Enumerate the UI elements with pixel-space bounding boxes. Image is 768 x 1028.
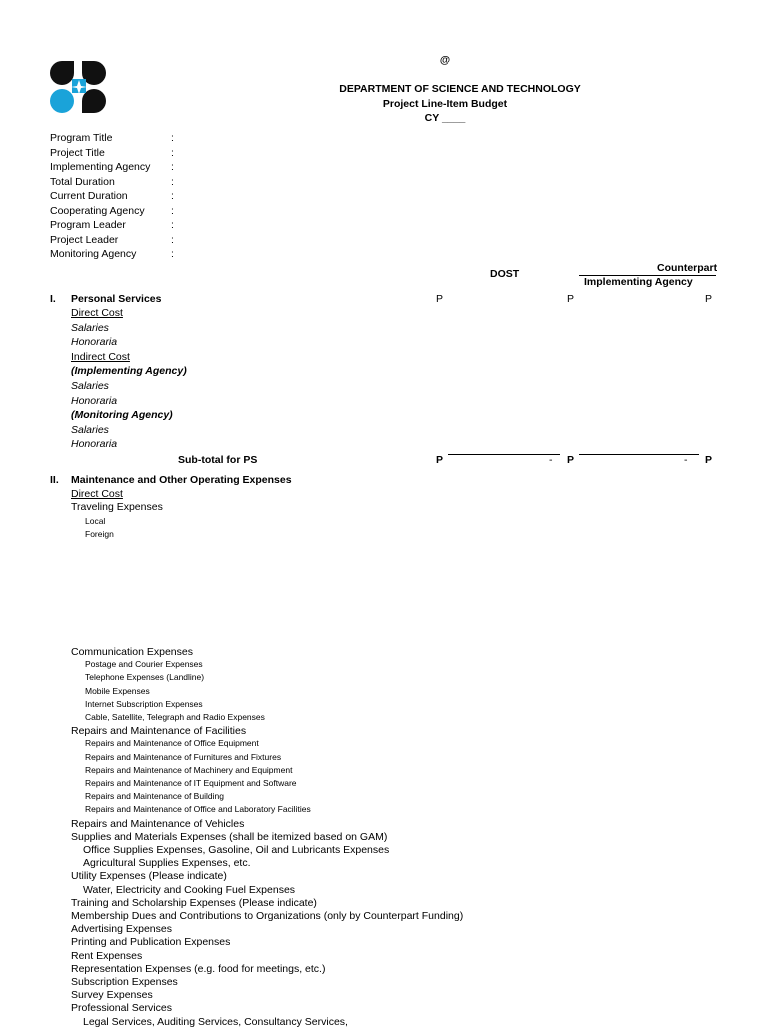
info-field-separator: : (171, 219, 174, 231)
mooe-line-item: Internet Subscription Expenses (85, 698, 203, 709)
ps-line-item: Honoraria (71, 438, 118, 451)
department-title: DEPARTMENT OF SCIENCE AND TECHNOLOGY (339, 83, 581, 95)
mooe-line-item: Agricultural Supplies Expenses, etc. (83, 857, 251, 870)
mooe-line-item: Mobile Expenses (85, 685, 150, 696)
ps-line-item: Honoraria (71, 394, 118, 407)
ps-counterpart-currency: P (705, 293, 713, 305)
cy-label: CY ____ (424, 112, 466, 124)
subtotal-ps-label: Sub-total for PS (178, 454, 258, 466)
info-field-label: Program Title (50, 132, 113, 144)
mooe-line-item: Repairs and Maintenance of Facilities (71, 725, 247, 738)
mooe-line-item: Advertising Expenses (71, 923, 172, 936)
subtotal-dost-line (448, 454, 560, 455)
subtotal-dost-currency: P (436, 454, 444, 466)
mooe-line-item: Communication Expenses (71, 646, 193, 658)
info-field-label: Program Leader (50, 219, 126, 231)
mooe-line-item: Office Supplies Expenses, Gasoline, Oil and Lubricants Expenses (83, 844, 390, 856)
mooe-line-item: Printing and Publication Expenses (71, 936, 231, 949)
section2-number: II. (50, 474, 59, 486)
mooe-line-item: Membership Dues and Contributions to Organizations (only by Counterpart Funding) (71, 910, 464, 922)
mooe-line-item: Supplies and Materials Expenses (shall be itemized based on GAM) (71, 830, 388, 843)
info-field-label: Project Leader (50, 233, 119, 246)
column-implementing-agency: Implementing Agency (584, 276, 693, 288)
column-counterpart: Counterpart (657, 262, 718, 274)
ps-line-item: Honoraria (71, 336, 118, 349)
ps-line-item: Indirect Cost (71, 350, 130, 363)
info-field-separator: : (171, 132, 174, 144)
mooe-line-item: Repairs and Maintenance of IT Equipment and Software (85, 778, 297, 788)
mooe-line-item: Telephone Expenses (Landline) (85, 672, 205, 683)
mooe-line-item: Survey Expenses (71, 989, 153, 1002)
mooe-line-item: Repairs and Maintenance of Machinery and Equipment (85, 764, 293, 775)
mooe-line-item: Representation Expenses (e.g. food for meetings, etc.) (71, 962, 326, 975)
info-field-label: Current Duration (50, 190, 128, 202)
ps-dost-currency: P (436, 293, 444, 305)
mooe-line-item: Professional Services (71, 1002, 172, 1015)
info-field-separator: : (171, 233, 174, 246)
mooe-line-item: Training and Scholarship Expenses (Please indicate) (71, 896, 317, 909)
subtotal-ia-line (579, 454, 699, 455)
subtotal-dost-value: - (549, 454, 553, 466)
info-field-label: Implementing Agency (50, 161, 151, 173)
mooe-line-item: Rent Expenses (71, 949, 143, 962)
ps-line-item: Salaries (71, 321, 109, 334)
mooe-line-item: Utility Expenses (Please indicate) (71, 870, 227, 883)
ps-line-item: Direct Cost (71, 307, 123, 319)
subtotal-ia-value: - (684, 454, 688, 466)
subtotal-ia-currency: P (567, 454, 575, 466)
info-field-label: Cooperating Agency (50, 204, 145, 217)
info-field-separator: : (171, 175, 174, 188)
mooe-direct-cost: Direct Cost (71, 488, 123, 500)
info-field-separator: : (171, 146, 174, 159)
subtotal-counterpart-currency: P (705, 454, 713, 466)
info-field-separator: : (171, 161, 174, 173)
section1-title: Personal Services (71, 293, 162, 305)
info-field-label: Monitoring Agency (50, 248, 137, 260)
ps-line-item: (Implementing Agency) (71, 365, 187, 378)
header-at: @ (439, 54, 451, 66)
ps-line-item: Salaries (71, 423, 109, 436)
mooe-line-item: Repairs and Maintenance of Office Equipment (85, 738, 259, 749)
info-field-separator: : (171, 248, 174, 260)
section1-number: I. (50, 293, 56, 305)
column-dost: DOST (490, 268, 520, 280)
mooe-line-item: Water, Electricity and Cooking Fuel Expenses (83, 883, 296, 896)
document-title: Project Line-Item Budget (382, 98, 508, 110)
traveling-local: Local (85, 516, 106, 526)
traveling-expenses: Traveling Expenses (71, 501, 163, 513)
mooe-line-item: Repairs and Maintenance of Office and Laboratory Facilities (85, 804, 311, 815)
ps-line-item: (Monitoring Agency) (71, 409, 173, 422)
mooe-line-item: Legal Services, Auditing Services, Consultancy Services, (83, 1015, 348, 1028)
info-field-label: Project Title (50, 146, 105, 159)
info-field-label: Total Duration (50, 175, 115, 188)
traveling-foreign: Foreign (85, 529, 114, 539)
info-field-separator: : (171, 190, 174, 202)
mooe-line-item: Postage and Courier Expenses (85, 659, 203, 670)
ps-line-item: Salaries (71, 380, 109, 392)
mooe-line-item: Repairs and Maintenance of Furnitures and Fixtures (85, 751, 282, 762)
section2-title: Maintenance and Other Operating Expenses (71, 474, 292, 486)
ps-ia-currency: P (567, 293, 575, 305)
info-field-separator: : (171, 204, 174, 217)
mooe-line-item: Repairs and Maintenance of Vehicles (71, 817, 245, 830)
mooe-line-item: Repairs and Maintenance of Building (85, 791, 224, 802)
mooe-line-item: Cable, Satellite, Telegraph and Radio Expenses (85, 712, 265, 722)
mooe-line-item: Subscription Expenses (71, 976, 178, 988)
